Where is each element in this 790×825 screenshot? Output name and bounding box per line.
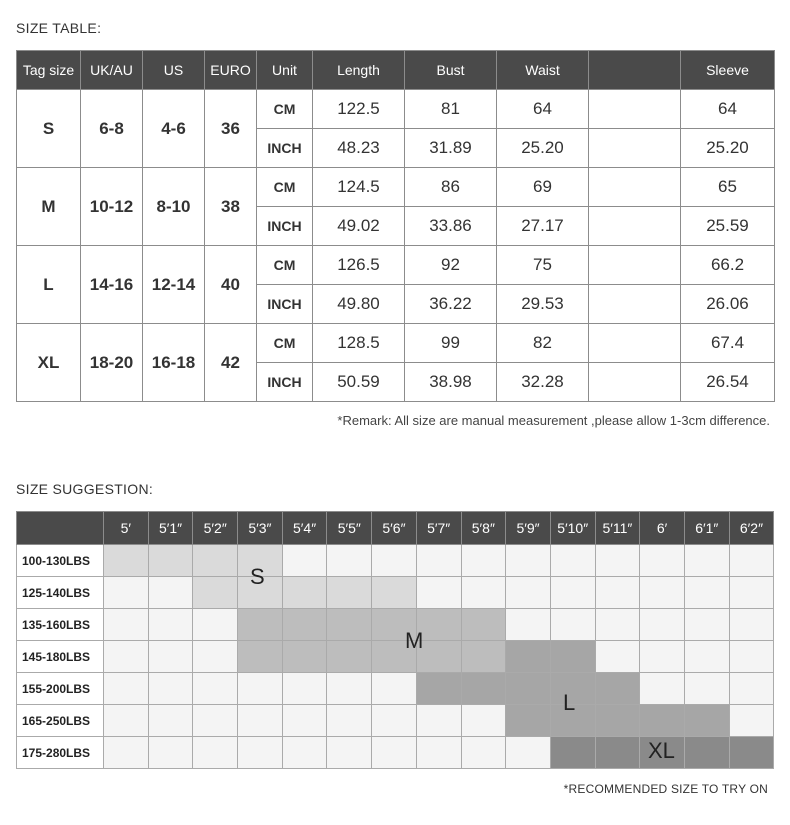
grid-cell xyxy=(461,545,506,577)
zone-label-xl: XL xyxy=(648,738,675,763)
table-row xyxy=(17,641,774,673)
measurement-waist-cell: 25.20 xyxy=(497,129,589,168)
grid-cell xyxy=(104,673,149,705)
weight-label-cell: 165-250LBS xyxy=(17,705,104,737)
height-header-cell: 5′9″ xyxy=(506,512,551,545)
size-table-header-cell: US xyxy=(143,51,205,90)
size-table-header-cell: EURO xyxy=(205,51,257,90)
grid-cell xyxy=(550,545,595,577)
grid-cell xyxy=(461,673,506,705)
measurement-bust-cell: 81 xyxy=(405,90,497,129)
height-header-row xyxy=(17,512,774,545)
size-euro-cell: 42 xyxy=(205,324,257,402)
grid-cell xyxy=(506,705,551,737)
grid-cell xyxy=(372,577,417,609)
grid-cell xyxy=(148,641,193,673)
size-table-header-cell xyxy=(589,51,681,90)
grid-cell xyxy=(104,577,149,609)
grid-cell xyxy=(461,577,506,609)
grid-cell xyxy=(372,545,417,577)
size-us-cell: 4-6 xyxy=(143,90,205,168)
grid-cell xyxy=(372,737,417,769)
table-row xyxy=(17,577,774,609)
grid-cell xyxy=(595,705,640,737)
measurement-waist-cell: 69 xyxy=(497,168,589,207)
measurement-bust-cell: 92 xyxy=(405,246,497,285)
grid-cell xyxy=(684,673,729,705)
size-tag-cell: XL xyxy=(17,324,81,402)
grid-cell xyxy=(640,577,685,609)
size-us-cell: 12-14 xyxy=(143,246,205,324)
table-row xyxy=(17,168,775,207)
measurement-blank-cell xyxy=(589,168,681,207)
grid-cell xyxy=(550,609,595,641)
grid-cell xyxy=(282,609,327,641)
weight-label-cell: 135-160LBS xyxy=(17,609,104,641)
table-row xyxy=(17,324,775,363)
grid-cell xyxy=(640,641,685,673)
grid-cell xyxy=(640,609,685,641)
height-header-cell: 5′2″ xyxy=(193,512,238,545)
measurement-bust-cell: 86 xyxy=(405,168,497,207)
measurement-length-cell: 122.5 xyxy=(313,90,405,129)
zone-label-l: L xyxy=(563,690,576,715)
grid-cell xyxy=(506,737,551,769)
height-header-cell: 5′7″ xyxy=(416,512,461,545)
grid-cell xyxy=(238,705,283,737)
size-table-header-row xyxy=(17,51,775,90)
measurement-sleeve-cell: 26.06 xyxy=(681,285,775,324)
measurement-blank-cell xyxy=(589,129,681,168)
height-header-cell: 5′1″ xyxy=(148,512,193,545)
size-uk-cell: 6-8 xyxy=(81,90,143,168)
measurement-bust-cell: 38.98 xyxy=(405,363,497,402)
grid-cell xyxy=(104,737,149,769)
grid-cell xyxy=(148,545,193,577)
grid-cell xyxy=(282,737,327,769)
grid-cell xyxy=(327,545,372,577)
size-table-header-cell: Length xyxy=(313,51,405,90)
grid-cell xyxy=(595,673,640,705)
grid-cell xyxy=(193,577,238,609)
grid-cell xyxy=(595,641,640,673)
grid-cell xyxy=(506,673,551,705)
measurement-length-cell: 49.80 xyxy=(313,285,405,324)
size-uk-cell: 10-12 xyxy=(81,168,143,246)
table-row xyxy=(17,609,774,641)
grid-cell xyxy=(148,737,193,769)
grid-cell xyxy=(104,641,149,673)
zone-label-s: S xyxy=(250,564,265,589)
grid-cell xyxy=(595,737,640,769)
measurement-unit-cell: INCH xyxy=(257,285,313,324)
height-header-cell: 5′ xyxy=(104,512,149,545)
grid-cell xyxy=(238,673,283,705)
measurement-blank-cell xyxy=(589,363,681,402)
weight-label-cell: 145-180LBS xyxy=(17,641,104,673)
grid-cell xyxy=(416,673,461,705)
grid-cell xyxy=(729,609,774,641)
grid-cell xyxy=(416,577,461,609)
grid-cell xyxy=(684,545,729,577)
measurement-unit-cell: CM xyxy=(257,324,313,363)
size-uk-cell: 18-20 xyxy=(81,324,143,402)
grid-cell xyxy=(640,673,685,705)
grid-cell xyxy=(506,577,551,609)
measurement-unit-cell: CM xyxy=(257,168,313,207)
measurement-sleeve-cell: 67.4 xyxy=(681,324,775,363)
grid-cell xyxy=(327,609,372,641)
height-header-cell: 5′11″ xyxy=(595,512,640,545)
size-table-header-cell: Unit xyxy=(257,51,313,90)
size-euro-cell: 38 xyxy=(205,168,257,246)
grid-cell xyxy=(416,737,461,769)
weight-label-cell: 125-140LBS xyxy=(17,577,104,609)
measurement-sleeve-cell: 65 xyxy=(681,168,775,207)
size-suggestion-heading: SIZE SUGGESTION: xyxy=(16,481,154,497)
size-suggestion-grid xyxy=(16,511,774,769)
grid-cell xyxy=(595,609,640,641)
height-header-cell: 5′10″ xyxy=(550,512,595,545)
grid-cell xyxy=(550,641,595,673)
size-tag-cell: L xyxy=(17,246,81,324)
grid-cell xyxy=(193,737,238,769)
measurement-blank-cell xyxy=(589,207,681,246)
grid-cell xyxy=(148,609,193,641)
size-table-header-cell: Tag size xyxy=(17,51,81,90)
grid-cell xyxy=(550,737,595,769)
grid-cell xyxy=(282,705,327,737)
size-table-header-cell: Sleeve xyxy=(681,51,775,90)
grid-cell xyxy=(282,577,327,609)
grid-cell xyxy=(461,737,506,769)
size-tag-cell: S xyxy=(17,90,81,168)
grid-cell xyxy=(595,545,640,577)
measurement-sleeve-cell: 25.20 xyxy=(681,129,775,168)
measurement-blank-cell xyxy=(589,324,681,363)
grid-cell xyxy=(729,737,774,769)
grid-cell xyxy=(729,673,774,705)
grid-cell xyxy=(729,577,774,609)
grid-cell xyxy=(729,705,774,737)
measurement-length-cell: 49.02 xyxy=(313,207,405,246)
height-header-cell: 5′3″ xyxy=(238,512,283,545)
grid-cell xyxy=(684,641,729,673)
measurement-bust-cell: 31.89 xyxy=(405,129,497,168)
grid-cell xyxy=(640,705,685,737)
measurement-bust-cell: 33.86 xyxy=(405,207,497,246)
weight-label-cell: 100-130LBS xyxy=(17,545,104,577)
measurement-unit-cell: CM xyxy=(257,246,313,285)
measurement-sleeve-cell: 25.59 xyxy=(681,207,775,246)
grid-cell xyxy=(238,641,283,673)
height-header-cell: 5′4″ xyxy=(282,512,327,545)
height-header-cell: 5′5″ xyxy=(327,512,372,545)
grid-cell xyxy=(327,705,372,737)
measurement-blank-cell xyxy=(589,90,681,129)
grid-cell xyxy=(282,545,327,577)
grid-cell xyxy=(148,673,193,705)
measurement-sleeve-cell: 26.54 xyxy=(681,363,775,402)
grid-cell xyxy=(104,609,149,641)
grid-cell xyxy=(506,545,551,577)
grid-cell xyxy=(684,737,729,769)
size-uk-cell: 14-16 xyxy=(81,246,143,324)
grid-cell xyxy=(193,673,238,705)
height-header-cell: 6′2″ xyxy=(729,512,774,545)
grid-cell xyxy=(282,673,327,705)
grid-corner-cell xyxy=(17,512,104,545)
grid-cell xyxy=(416,705,461,737)
size-table-remark: *Remark: All size are manual measurement ,please allow 1-3cm difference. xyxy=(337,413,770,428)
grid-cell xyxy=(416,545,461,577)
measurement-unit-cell: CM xyxy=(257,90,313,129)
measurement-waist-cell: 82 xyxy=(497,324,589,363)
size-table xyxy=(16,50,775,402)
grid-cell xyxy=(193,545,238,577)
measurement-length-cell: 48.23 xyxy=(313,129,405,168)
weight-label-cell: 175-280LBS xyxy=(17,737,104,769)
grid-cell xyxy=(729,641,774,673)
height-header-cell: 5′8″ xyxy=(461,512,506,545)
grid-cell xyxy=(193,641,238,673)
size-tag-cell: M xyxy=(17,168,81,246)
measurement-blank-cell xyxy=(589,285,681,324)
measurement-length-cell: 50.59 xyxy=(313,363,405,402)
grid-cell xyxy=(282,641,327,673)
grid-cell xyxy=(372,673,417,705)
height-header-cell: 6′ xyxy=(640,512,685,545)
height-header-cell: 6′1″ xyxy=(684,512,729,545)
height-header-cell: 5′6″ xyxy=(372,512,417,545)
measurement-length-cell: 126.5 xyxy=(313,246,405,285)
measurement-unit-cell: INCH xyxy=(257,207,313,246)
grid-cell xyxy=(506,641,551,673)
grid-cell xyxy=(238,737,283,769)
table-row xyxy=(17,705,774,737)
recommended-note: *RECOMMENDED SIZE TO TRY ON xyxy=(563,782,768,796)
measurement-waist-cell: 75 xyxy=(497,246,589,285)
grid-cell xyxy=(372,705,417,737)
size-table-header-cell: UK/AU xyxy=(81,51,143,90)
measurement-unit-cell: INCH xyxy=(257,363,313,402)
size-us-cell: 8-10 xyxy=(143,168,205,246)
table-row xyxy=(17,246,775,285)
measurement-sleeve-cell: 64 xyxy=(681,90,775,129)
grid-cell xyxy=(595,577,640,609)
grid-cell xyxy=(327,737,372,769)
measurement-waist-cell: 64 xyxy=(497,90,589,129)
measurement-waist-cell: 29.53 xyxy=(497,285,589,324)
measurement-blank-cell xyxy=(589,246,681,285)
measurement-length-cell: 124.5 xyxy=(313,168,405,207)
table-row xyxy=(17,90,775,129)
measurement-waist-cell: 27.17 xyxy=(497,207,589,246)
grid-cell xyxy=(327,641,372,673)
grid-cell xyxy=(148,577,193,609)
measurement-sleeve-cell: 66.2 xyxy=(681,246,775,285)
weight-label-cell: 155-200LBS xyxy=(17,673,104,705)
measurement-unit-cell: INCH xyxy=(257,129,313,168)
grid-cell xyxy=(461,641,506,673)
grid-cell xyxy=(461,609,506,641)
grid-cell xyxy=(327,673,372,705)
grid-cell xyxy=(193,609,238,641)
zone-label-m: M xyxy=(405,628,424,653)
grid-cell xyxy=(729,545,774,577)
grid-cell xyxy=(104,545,149,577)
grid-cell xyxy=(148,705,193,737)
size-table-header-cell: Waist xyxy=(497,51,589,90)
size-table-header-cell: Bust xyxy=(405,51,497,90)
grid-cell xyxy=(684,705,729,737)
measurement-length-cell: 128.5 xyxy=(313,324,405,363)
table-row xyxy=(17,673,774,705)
grid-cell xyxy=(550,577,595,609)
grid-cell xyxy=(461,705,506,737)
measurement-bust-cell: 99 xyxy=(405,324,497,363)
grid-cell xyxy=(684,609,729,641)
grid-cell xyxy=(327,577,372,609)
grid-cell xyxy=(684,577,729,609)
grid-cell xyxy=(238,609,283,641)
grid-cell xyxy=(506,609,551,641)
grid-cell xyxy=(640,545,685,577)
grid-cell xyxy=(104,705,149,737)
grid-cell xyxy=(193,705,238,737)
measurement-waist-cell: 32.28 xyxy=(497,363,589,402)
size-us-cell: 16-18 xyxy=(143,324,205,402)
size-euro-cell: 36 xyxy=(205,90,257,168)
table-row xyxy=(17,545,774,577)
size-table-heading: SIZE TABLE: xyxy=(16,20,102,36)
measurement-bust-cell: 36.22 xyxy=(405,285,497,324)
size-euro-cell: 40 xyxy=(205,246,257,324)
